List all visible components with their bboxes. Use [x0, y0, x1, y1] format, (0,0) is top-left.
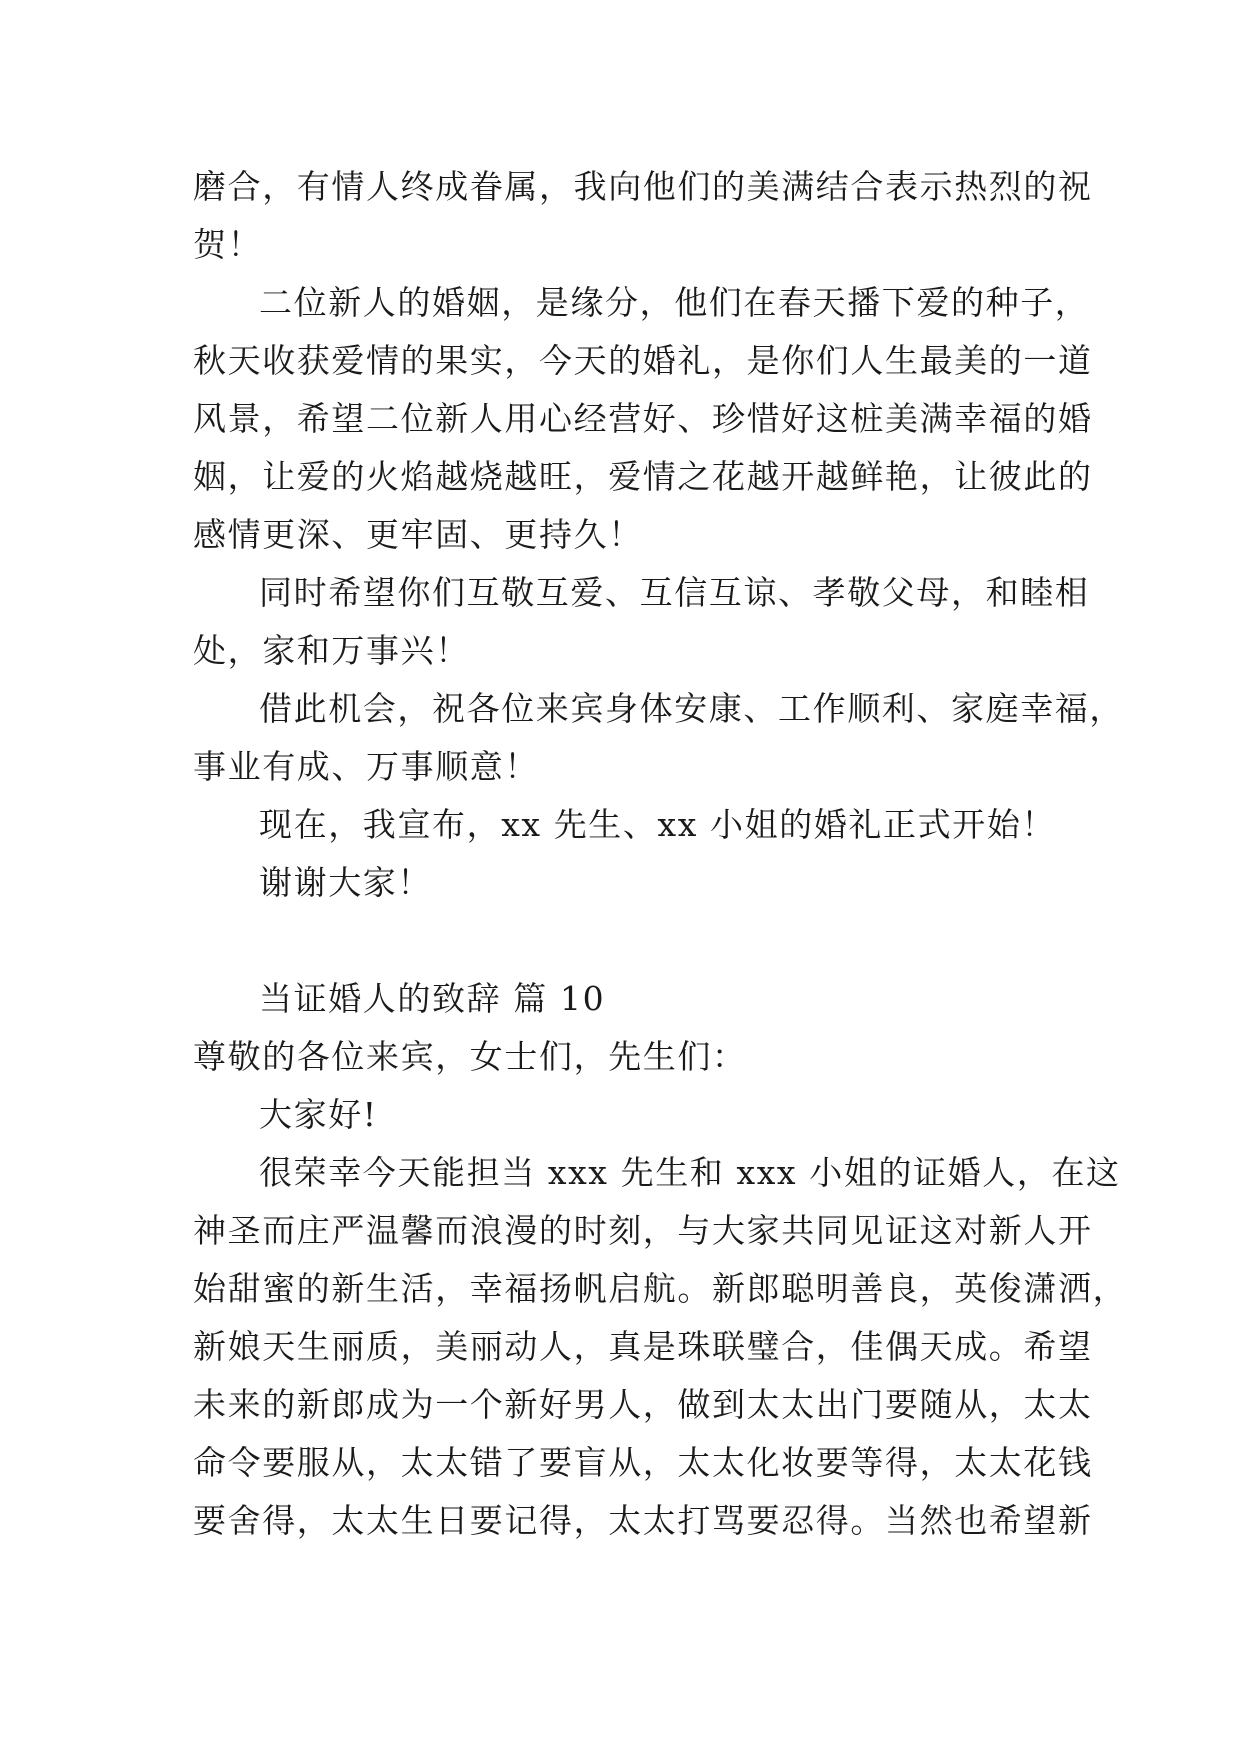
paragraph-line: 磨合，有情人终成眷属，我向他们的美满结合表示热烈的祝 — [193, 167, 1093, 206]
paragraph-line: 神圣而庄严温馨而浪漫的时刻，与大家共同见证这对新人开 — [193, 1211, 1093, 1250]
paragraph-line: 未来的新郎成为一个新好男人，做到太太出门要随从，太太 — [193, 1385, 1093, 1424]
paragraph-line: 命令要服从，太太错了要盲从，太太化妆要等得，太太花钱 — [193, 1443, 1093, 1482]
paragraph-first-line: 借此机会，祝各位来宾身体安康、工作顺利、家庭幸福， — [259, 689, 1124, 728]
paragraph-line: 尊敬的各位来宾，女士们，先生们： — [193, 1037, 747, 1076]
paragraph-line: 始甜蜜的新生活，幸福扬帆启航。新郎聪明善良，英俊潇洒， — [193, 1269, 1128, 1308]
paragraph-first-line: 同时希望你们互敬互爱、互信互谅、孝敬父母，和睦相 — [259, 573, 1090, 612]
paragraph-line: 秋天收获爱情的果实，今天的婚礼，是你们人生最美的一道 — [193, 341, 1093, 380]
paragraph-line: 感情更深、更牢固、更持久！ — [193, 515, 643, 554]
paragraph-line: 事业有成、万事顺意！ — [193, 747, 539, 786]
paragraph-line: 要舍得，太太生日要记得，太太打骂要忍得。当然也希望新 — [193, 1501, 1093, 1540]
document-body — [193, 158, 1128, 1550]
paragraph-line: 贺！ — [193, 225, 263, 264]
paragraph-first-line: 现在，我宣布，xx 先生、xx 小姐的婚礼正式开始！ — [259, 805, 1057, 844]
paragraph-line: 姻，让爱的火焰越烧越旺，爱情之花越开越鲜艳，让彼此的 — [193, 457, 1093, 496]
paragraph-line: 新娘天生丽质，美丽动人，真是珠联璧合，佳偶天成。希望 — [193, 1327, 1093, 1366]
blank-line — [193, 912, 1073, 970]
paragraph-first-line: 大家好! — [259, 1095, 378, 1134]
paragraph-first-line: 很荣幸今天能担当 xxx 先生和 xxx 小姐的证婚人，在这 — [259, 1153, 1121, 1192]
paragraph-first-line: 当证婚人的致辞 篇 10 — [259, 979, 606, 1018]
paragraph-first-line: 谢谢大家！ — [259, 863, 432, 902]
paragraph-line: 处，家和万事兴！ — [193, 631, 470, 670]
paragraph-first-line: 二位新人的婚姻，是缘分，他们在春天播下爱的种子， — [259, 283, 1090, 322]
paragraph-line: 风景，希望二位新人用心经营好、珍惜好这桩美满幸福的婚 — [193, 399, 1093, 438]
